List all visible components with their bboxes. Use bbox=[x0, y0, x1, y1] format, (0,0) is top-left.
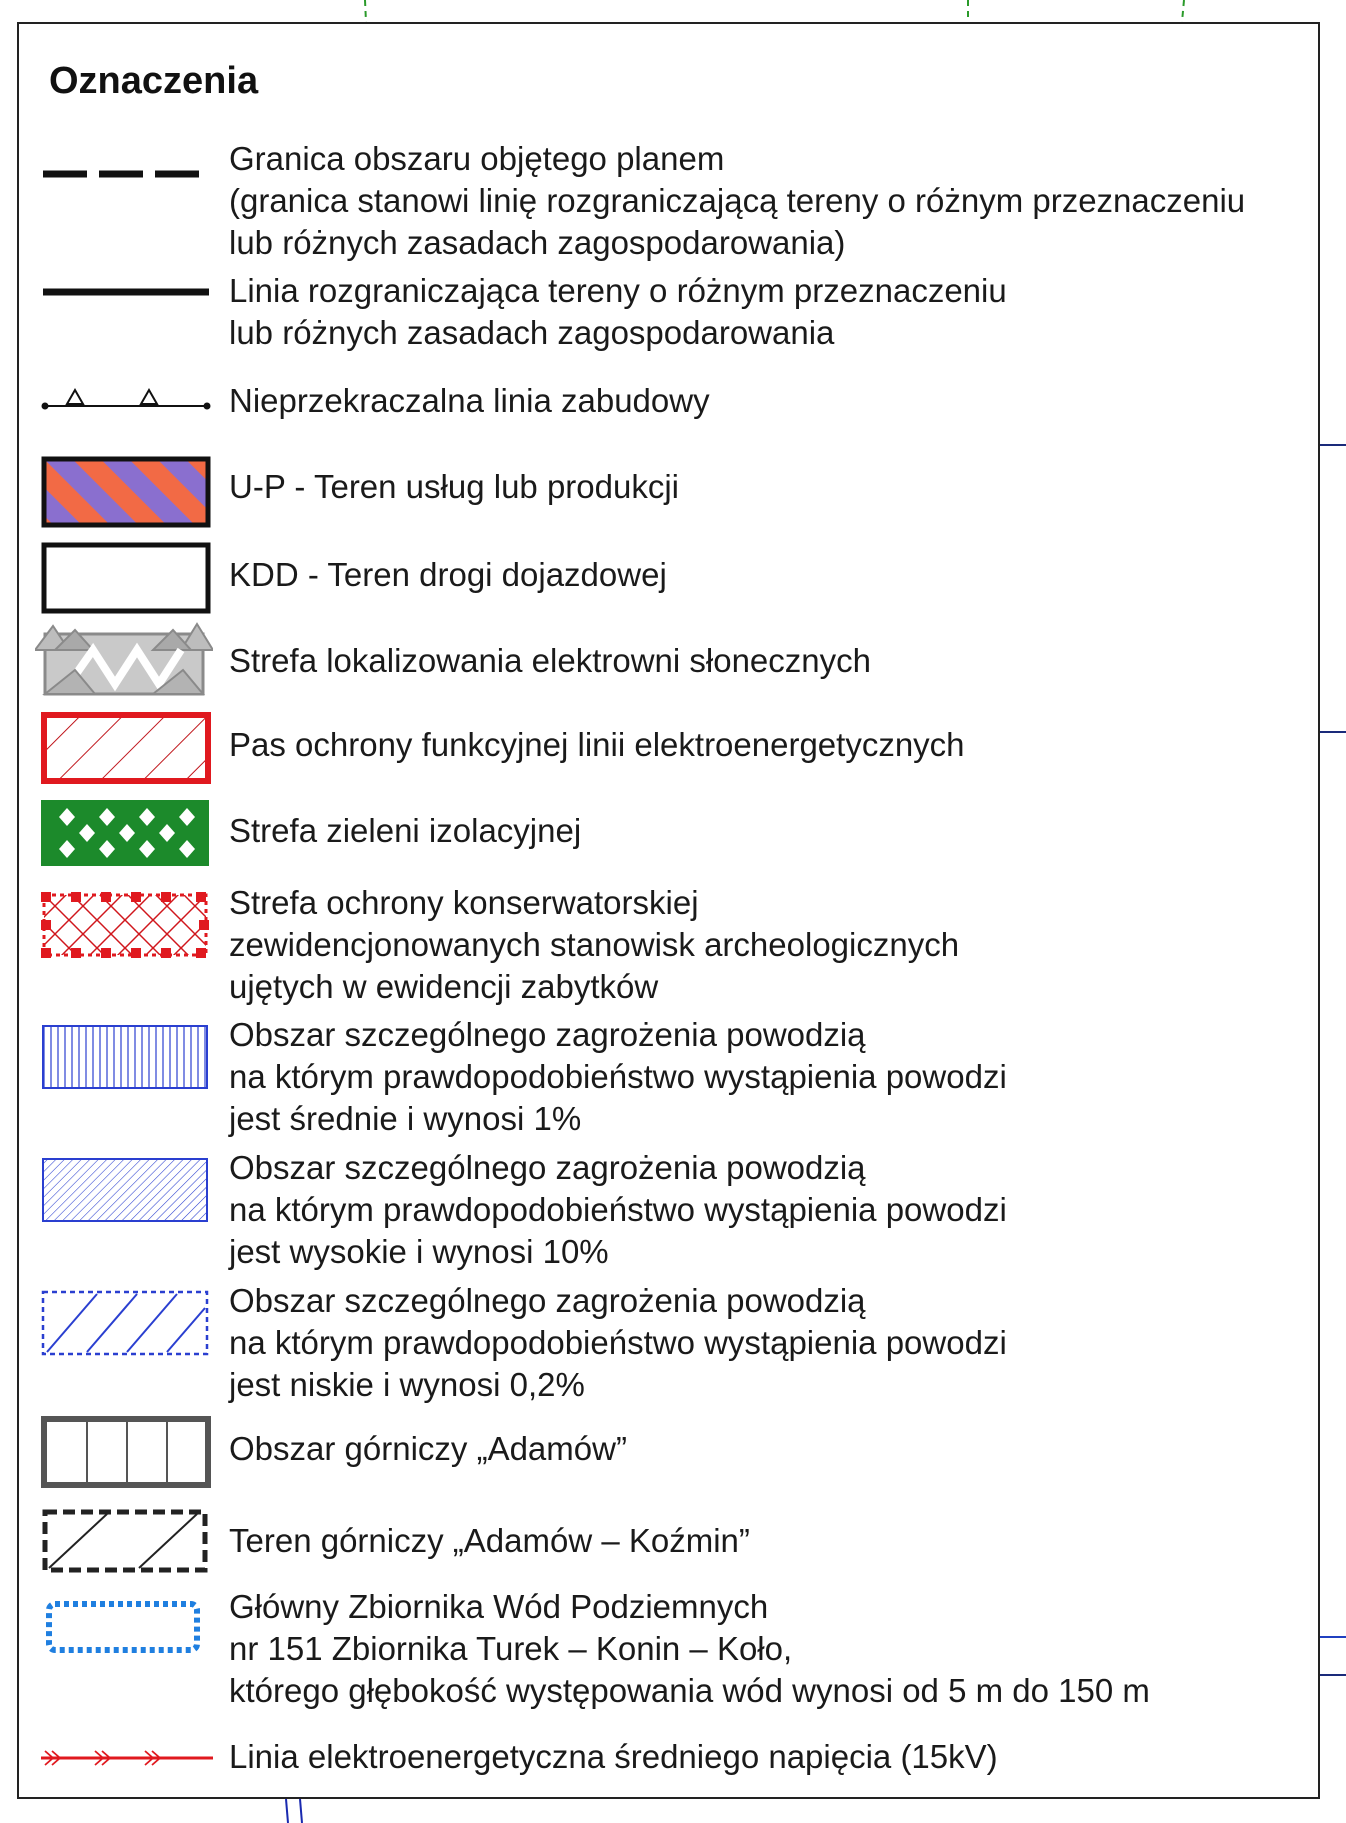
legend-item-label: Obszar szczególnego zagrożenia powodzią bbox=[229, 1282, 866, 1319]
power-line-icon bbox=[39, 1746, 215, 1770]
blue-dotted-box-icon bbox=[41, 1598, 211, 1658]
legend-item-label: Strefa ochrony konserwatorskiej bbox=[229, 884, 699, 921]
legend-item-label: KDD - Teren drogi dojazdowej bbox=[229, 556, 667, 593]
legend-item-label: zewidencjonowanych stanowisk archeologicznych bbox=[229, 926, 960, 963]
legend-item-label: (granica stanowi linię rozgraniczającą tereny o różnym przeznaczeniu bbox=[229, 182, 1246, 219]
blue-dotted-hatch-icon bbox=[41, 1290, 211, 1356]
legend-item-label: Obszar szczególnego zagrożenia powodzią bbox=[229, 1016, 866, 1053]
legend-item-label: Obszar górniczy „Adamów” bbox=[229, 1430, 627, 1467]
legend-item-label: Strefa zieleni izolacyjnej bbox=[229, 812, 582, 849]
legend-item-label: jest wysokie i wynosi 10% bbox=[229, 1233, 609, 1270]
legend-item-label: Główny Zbiornika Wód Podziemnych bbox=[229, 1588, 769, 1625]
red-cross-hatch-icon bbox=[41, 892, 211, 958]
legend-item-label: jest niskie i wynosi 0,2% bbox=[229, 1366, 585, 1403]
legend-item-label: nr 151 Zbiornika Turek – Konin – Koło, bbox=[229, 1630, 793, 1667]
legend-item-label: Linia rozgraniczająca tereny o różnym przeznaczeniu bbox=[229, 272, 1007, 309]
legend-item-label: Teren górniczy „Adamów – Koźmin” bbox=[229, 1522, 750, 1559]
legend-item-label: na którym prawdopodobieństwo wystąpienia powodzi bbox=[229, 1324, 1007, 1361]
green-diamond-icon bbox=[41, 800, 211, 866]
legend-item-label: Linia elektroenergetyczna średniego napięcia (15kV) bbox=[229, 1738, 998, 1775]
solar-zone-icon bbox=[35, 620, 213, 700]
legend-item-label: Strefa lokalizowania elektrowni słonecznych bbox=[229, 642, 871, 679]
legend-item-label: lub różnych zasadach zagospodarowania bbox=[229, 314, 835, 351]
legend-item-label: Nieprzekraczalna linia zabudowy bbox=[229, 382, 710, 419]
legend-item-label: Pas ochrony funkcyjnej linii elektroenergetycznych bbox=[229, 726, 965, 763]
white-box-icon bbox=[41, 542, 211, 614]
black-dashed-hatch-icon bbox=[41, 1508, 211, 1574]
purple-orange-hatch-icon bbox=[41, 456, 211, 528]
legend-item-label: Obszar szczególnego zagrożenia powodzią bbox=[229, 1149, 866, 1186]
map-legend bbox=[17, 22, 1320, 1799]
blue-vertical-hatch-icon bbox=[41, 1024, 211, 1090]
legend-item-label: którego głębokość występowania wód wynosi od 5 m do 150 m bbox=[229, 1672, 1150, 1709]
legend-item-label: ujętych w ewidencji zabytków bbox=[229, 968, 659, 1005]
legend-title: Oznaczenia bbox=[49, 60, 259, 102]
grey-segmented-box-icon bbox=[41, 1416, 211, 1488]
red-hatch-box-icon bbox=[41, 712, 211, 784]
legend-item-label: jest średnie i wynosi 1% bbox=[229, 1100, 582, 1137]
solid-line-icon bbox=[41, 286, 211, 298]
dashed-boundary-icon bbox=[41, 168, 211, 180]
building-line-icon bbox=[41, 382, 211, 416]
legend-item-label: na którym prawdopodobieństwo wystąpienia powodzi bbox=[229, 1191, 1007, 1228]
legend-item-label: na którym prawdopodobieństwo wystąpienia powodzi bbox=[229, 1058, 1007, 1095]
legend-item-label: Granica obszaru objętego planem bbox=[229, 140, 725, 177]
legend-item-label: U-P - Teren usług lub produkcji bbox=[229, 468, 680, 505]
blue-diagonal-hatch-icon bbox=[41, 1157, 211, 1223]
legend-item-label: lub różnych zasadach zagospodarowania) bbox=[229, 224, 846, 261]
